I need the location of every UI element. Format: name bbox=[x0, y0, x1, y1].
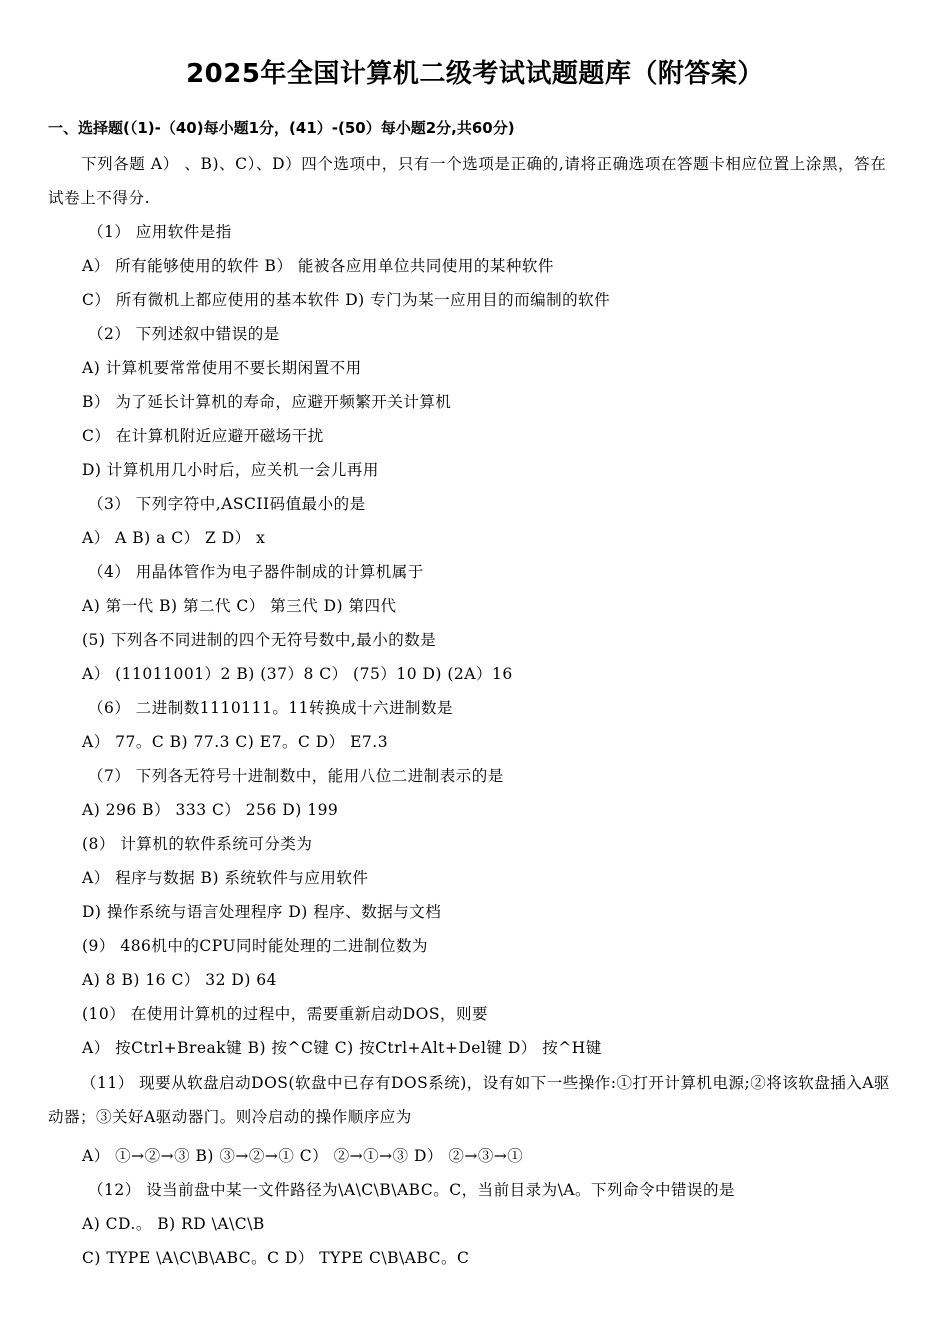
question-8-options-cd: D) 操作系统与语言处理程序 D) 程序、数据与文档 bbox=[82, 903, 442, 921]
question-10-options: A） 按Ctrl+Break键 B) 按^C键 C) 按Ctrl+Alt+Del键 D） 按^H键 bbox=[82, 1039, 602, 1057]
question-11-options: A） ①→②→③ B) ③→②→① C） ②→①→③ D） ②→③→① bbox=[82, 1147, 524, 1165]
question-2-option-c: C） 在计算机附近应避开磁场干扰 bbox=[82, 427, 324, 445]
question-12-options-ab: A) CD.。 B) RD \A\C\B bbox=[82, 1215, 265, 1233]
question-5-stem: (5) 下列各不同进制的四个无符号数中,最小的数是 bbox=[82, 631, 437, 649]
question-2-option-d: D) 计算机用几小时后，应关机一会儿再用 bbox=[82, 461, 379, 479]
question-3-options: A） A B) a C） Z D） x bbox=[82, 529, 266, 547]
question-4-options: A) 第一代 B) 第二代 C） 第三代 D) 第四代 bbox=[82, 597, 397, 615]
question-2-stem: （2） 下列述叙中错误的是 bbox=[88, 325, 280, 343]
question-3-stem: （3） 下列字符中,ASCII码值最小的是 bbox=[88, 495, 366, 513]
instructions-paragraph: 下列各题 A） 、B)、C）、D）四个选项中，只有一个选项是正确的,请将正确选项在答题卡相应位置上涂黑，答在试卷上不得分. bbox=[48, 155, 887, 207]
question-8-options-ab: A） 程序与数据 B) 系统软件与应用软件 bbox=[82, 869, 369, 887]
question-10-stem: (10） 在使用计算机的过程中，需要重新启动DOS，则要 bbox=[82, 1005, 488, 1023]
question-1-options-cd: C） 所有微机上都应使用的基本软件 D) 专门为某一应用目的而编制的软件 bbox=[82, 291, 611, 309]
page-title: 2025年全国计算机二级考试试题题库（附答案） bbox=[186, 59, 764, 89]
question-7-options: A) 296 B） 333 C） 256 D) 199 bbox=[82, 801, 339, 819]
question-2-option-b: B） 为了延长计算机的寿命，应避开频繁开关计算机 bbox=[82, 393, 452, 411]
question-1-options-ab: A） 所有能够使用的软件 B） 能被各应用单位共同使用的某种软件 bbox=[82, 257, 554, 275]
question-12-stem: （12） 设当前盘中某一文件路径为\A\C\B\ABC。C，当前目录为\A。下列命令中错误的是 bbox=[88, 1181, 735, 1199]
question-4-stem: （4） 用晶体管作为电子器件制成的计算机属于 bbox=[88, 563, 424, 581]
question-12-options-cd: C) TYPE \A\C\B\ABC。C D） TYPE C\B\ABC。C bbox=[82, 1249, 470, 1267]
question-8-stem: (8） 计算机的软件系统可分类为 bbox=[82, 835, 313, 853]
question-5-options: A） (11011001）2 B) (37）8 C） (75）10 D) (2A）16 bbox=[82, 665, 513, 683]
question-7-stem: （7） 下列各无符号十进制数中，能用八位二进制表示的是 bbox=[88, 767, 504, 785]
question-9-stem: (9） 486机中的CPU同时能处理的二进制位数为 bbox=[82, 937, 429, 955]
question-6-options: A） 77。C B) 77.3 C) E7。C D） E7.3 bbox=[82, 733, 389, 751]
question-1-stem: （1） 应用软件是指 bbox=[88, 223, 232, 241]
question-9-options: A) 8 B) 16 C） 32 D) 64 bbox=[82, 971, 278, 989]
question-11-stem: （11） 现要从软盘启动DOS(软盘中已存有DOS系统)，设有如下一些操作:①打开计算机电源;②将该软盘插入A驱动器；③关好A驱动器门。则冷启动的操作顺序应为 bbox=[48, 1074, 890, 1126]
question-6-stem: （6） 二进制数1110111。11转换成十六进制数是 bbox=[88, 699, 454, 717]
section-heading: 一、选择题(（1)-（40)每小题1分，(41）-(50）每小题2分,共60分) bbox=[48, 119, 515, 137]
question-2-option-a: A) 计算机要常常使用不要长期闲置不用 bbox=[82, 359, 362, 377]
